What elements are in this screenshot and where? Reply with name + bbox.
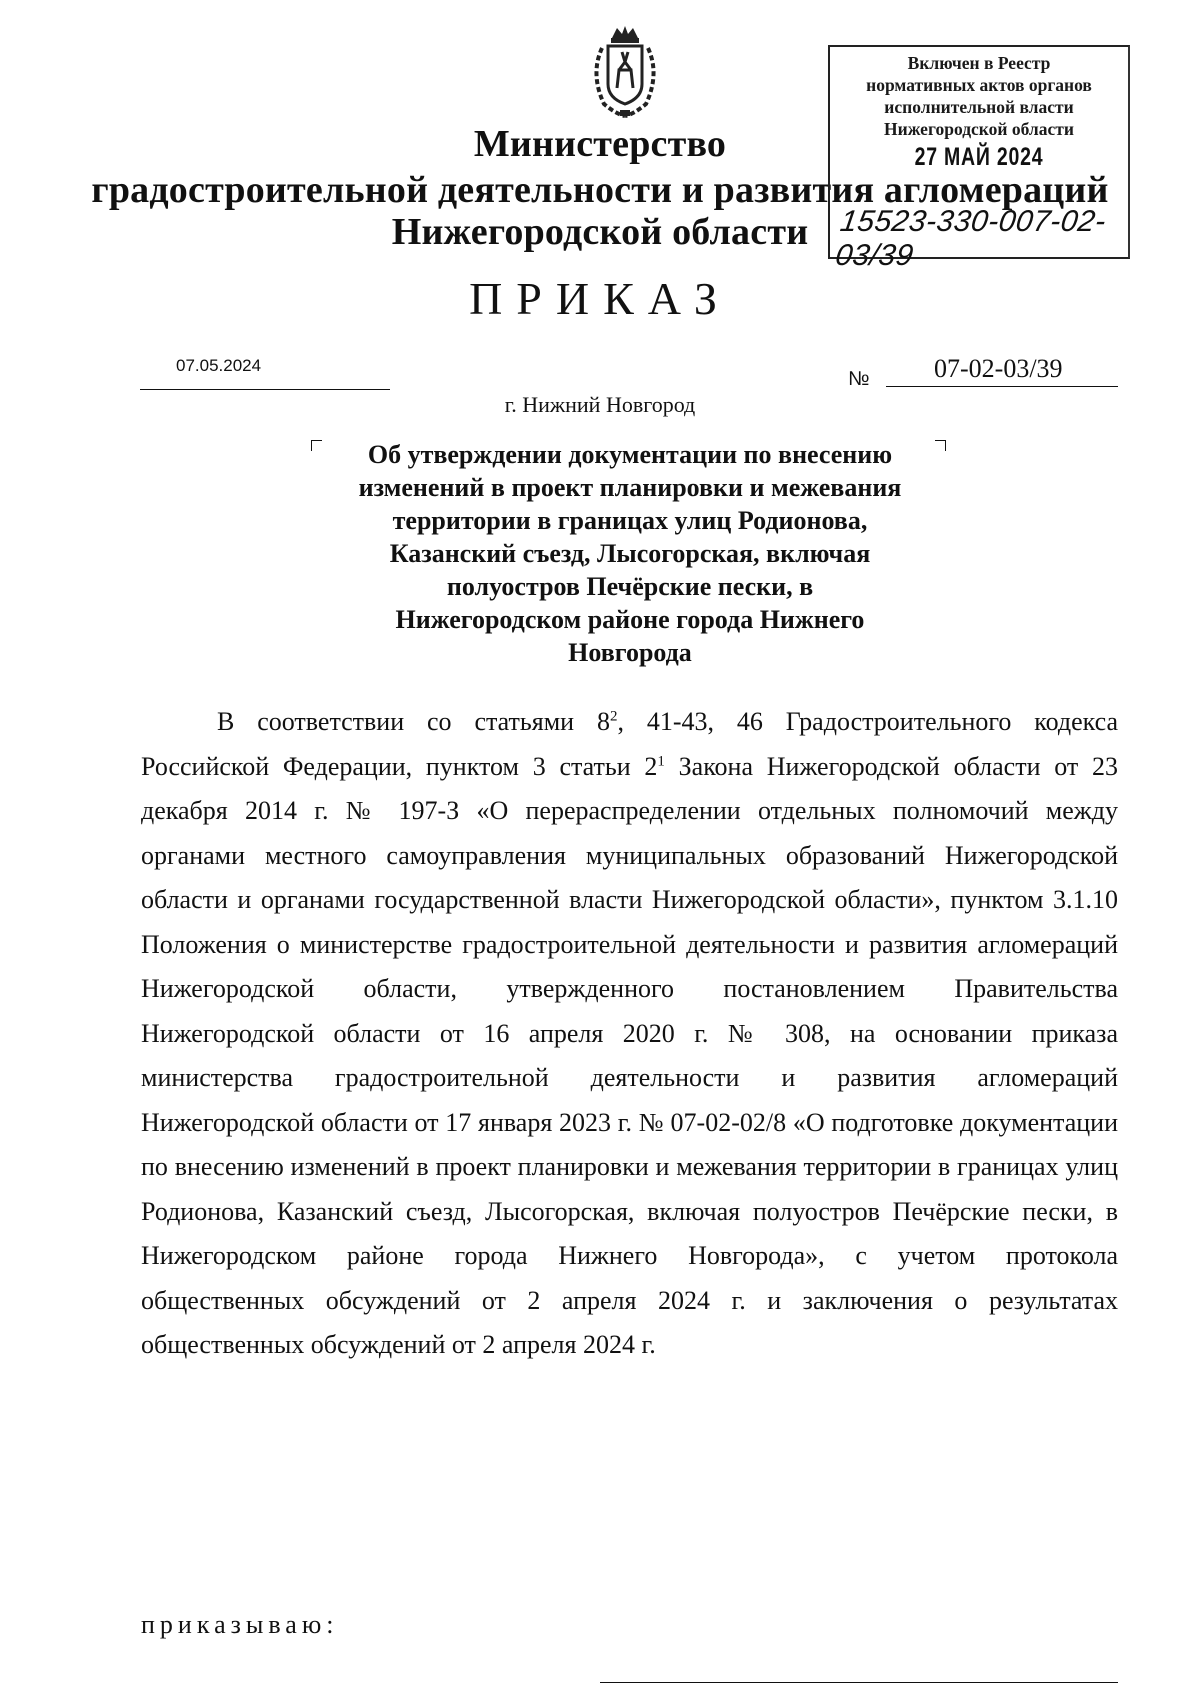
number-sign: № bbox=[848, 368, 870, 390]
title-line: Новгорода bbox=[568, 638, 692, 667]
title-line: полуостров Печёрские пески, в bbox=[446, 572, 814, 601]
title-line: Нижегородском районе города Нижнего bbox=[395, 605, 865, 634]
body-text-part-1: В соответствии со статьями 8 bbox=[217, 707, 610, 736]
body-paragraph bbox=[141, 700, 1118, 1368]
ministry-name-line-1: Министерство bbox=[473, 123, 727, 165]
city: г. Нижний Новгород bbox=[504, 392, 696, 417]
number-underline bbox=[886, 386, 1118, 387]
stamp-line-2: нормативных актов органов bbox=[866, 75, 1092, 95]
body-text-part-2: , 41-43, 46 Градостроительного кодекса Российской Федерации, пунктом 3 статьи 2 bbox=[141, 707, 1118, 781]
footer-line bbox=[600, 1682, 1118, 1683]
document-date: 07.05.2024 bbox=[176, 356, 262, 375]
title-corner-left bbox=[311, 440, 322, 451]
document-number: 07-02-03/39 bbox=[934, 354, 1063, 383]
title-line: Казанский съезд, Лысогорская, включая bbox=[389, 539, 871, 568]
stamp-line-3: исполнительной власти bbox=[884, 97, 1074, 117]
ministry-name-line-3: Нижегородской области bbox=[391, 211, 809, 253]
stamp-line-4: Нижегородской области bbox=[884, 119, 1074, 139]
registry-stamp bbox=[828, 45, 1130, 272]
stamp-date: 27 МАЙ 2024 bbox=[914, 143, 1044, 171]
title-line: территории в границах улиц Родионова, bbox=[392, 506, 868, 535]
body-text-part-3: Закона Нижегородской области от 23 декабря 2014 г. № 197-З «О перераспределении отдельных полномочий между органами местного самоуправления муниципальных образований Нижегородской области и органами государственной власти Нижегородской области», пунктом 3.1.10 Положения о министерстве градостроительной деятельности и развития агломераций Нижегородской области, утвержденного постановлением Правительства Нижегородской области от 16 апреля 2020 г. № 308, на основании приказа министерства градостроительной деятельности и развития агломераций Нижегородской области от 17 января 2023 г. № 07-02-02/8 «О подготовке документации по внесению изменений в проект планировки и межевания территории в границах улиц Родионова, Казанский съезд, Лысогорская, включая полуостров Печёрские пески, в Нижегородском районе города Нижнего Новгорода», с учетом протокола общественных обсуждений от 2 апреля 2024 г. и заключения о результатах общественных обсуждений от 2 апреля 2024 г. bbox=[141, 751, 1118, 1359]
title-line: изменений в проект планировки и межевания bbox=[358, 473, 902, 502]
document-type: ПРИКАЗ bbox=[469, 273, 731, 324]
title-line: Об утверждении документации по внесению bbox=[367, 440, 893, 469]
date-underline bbox=[140, 389, 390, 390]
order-word: приказываю: bbox=[141, 1610, 339, 1639]
stamp-line-1: Включен в Реестр bbox=[907, 53, 1051, 73]
body-superscript-1: 2 bbox=[609, 708, 618, 725]
body-superscript-2: 1 bbox=[657, 752, 665, 769]
coat-of-arms-icon bbox=[584, 24, 666, 120]
document-title bbox=[330, 438, 930, 669]
ministry-name-line-2: градостроительной деятельности и развития агломераций bbox=[91, 169, 1109, 211]
title-corner-right bbox=[935, 440, 946, 451]
stamp-registration-number: 15523-330-007-02-03/39 bbox=[833, 205, 1109, 272]
